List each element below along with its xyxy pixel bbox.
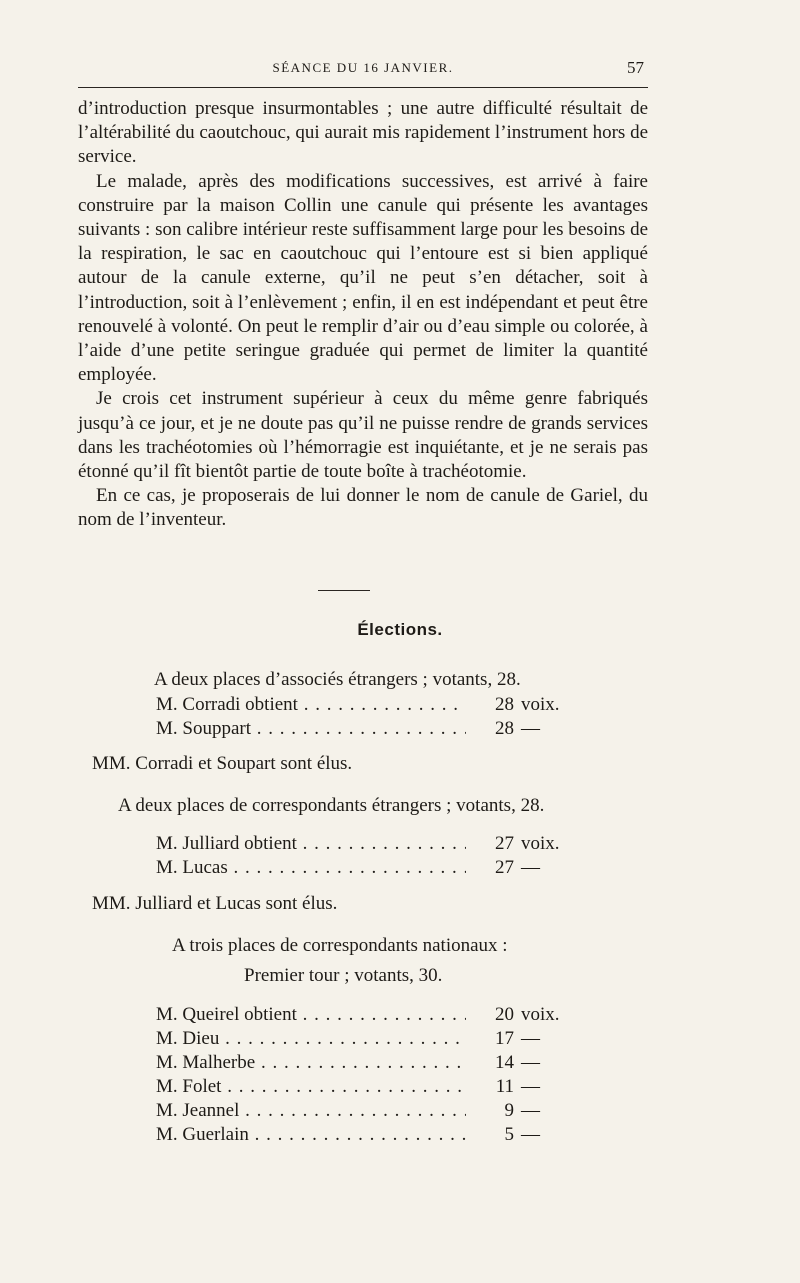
election-heading: A trois places de correspondants nationaux : <box>172 935 508 956</box>
vote-count: 17 <box>495 1028 514 1049</box>
vote-unit: voix. <box>521 694 560 715</box>
vote-count: 27 <box>495 857 514 878</box>
running-title: SÉANCE DU 16 JANVIER. <box>272 60 454 75</box>
vote-count: 9 <box>504 1100 514 1121</box>
vote-row <box>156 717 576 741</box>
election-heading: A deux places d’associés étrangers ; votants, 28. <box>154 669 521 690</box>
paragraph: En ce cas, je proposerais de lui donner le nom de canule de Gariel, du nom de l’inventeur. <box>78 485 648 531</box>
candidate-name: M. Souppart . . . <box>156 717 466 741</box>
election-result: MM. Julliard et Lucas sont élus. <box>92 893 338 914</box>
paragraph: Je crois cet instrument supérieur à ceux du même genre fabriqués jusqu’à ce jour, et je ne doute pas qu’il ne puisse rendre de grands services dans les trachéotomies où l’hémorragie est inquiétante, et je ne serais pas étonné qu’il fît bientôt partie de toute boîte à trachéotomie. <box>78 388 648 483</box>
vote-unit: — <box>521 857 540 878</box>
paragraph: d’introduction presque insurmontables ; une autre difficulté résultait de l’altérabilité du caoutchouc, qui aurait mis rapidement l’instrument hors de service. <box>78 98 648 168</box>
candidate-name: M. Dieu . . . <box>156 1027 466 1051</box>
vote-row <box>156 1075 576 1099</box>
vote-row <box>156 832 576 856</box>
vote-row <box>156 856 576 880</box>
candidate-name: M. Malherbe . . . <box>156 1051 466 1075</box>
vote-count: 20 <box>495 1004 514 1025</box>
vote-unit: — <box>521 718 540 739</box>
section-title: Élections. <box>357 620 443 639</box>
vote-count: 27 <box>495 833 514 854</box>
vote-row <box>156 693 576 717</box>
election-heading: A deux places de correspondants étrangers ; votants, 28. <box>118 795 545 816</box>
vote-count: 5 <box>504 1124 514 1145</box>
vote-unit: — <box>521 1076 540 1097</box>
vote-row <box>156 1099 576 1123</box>
vote-count: 14 <box>495 1052 514 1073</box>
vote-row <box>156 1051 576 1075</box>
vote-unit: voix. <box>521 1004 560 1025</box>
vote-unit: — <box>521 1028 540 1049</box>
header-rule <box>78 87 648 88</box>
vote-unit: voix. <box>521 833 560 854</box>
candidate-name: M. Guerlain . . . <box>156 1123 466 1147</box>
page-number: 57 <box>627 58 644 77</box>
vote-unit: — <box>521 1124 540 1145</box>
vote-row <box>156 1003 576 1027</box>
vote-unit: — <box>521 1052 540 1073</box>
body-text <box>78 97 648 533</box>
vote-unit: — <box>521 1100 540 1121</box>
election-result: MM. Corradi et Soupart sont élus. <box>92 753 353 774</box>
paragraph: Le malade, après des modifications successives, est arrivé à faire construire par la maison Collin une canule qui présente les avantages suivants : son calibre intérieur reste suffisamment large pour les besoins de la respiration, le sac en caoutchouc qui l’entoure est si bien appliqué autour de la canule externe, qu’il ne peut s’en détacher, soit à l’introduction, soit à l’enlèvement ; enfin, il en est indépendant et peut être renouvelé à volonté. On peut le remplir d’air ou d’eau simple ou colorée, à l’aide d’une petite seringue graduée qui permet de limiter la quantité employée. <box>78 170 648 386</box>
election-subheading: Premier tour ; votants, 30. <box>244 965 443 986</box>
vote-row <box>156 1123 576 1147</box>
candidate-name: M. Julliard obtient . . . <box>156 832 466 856</box>
page-header <box>78 56 648 82</box>
vote-count: 28 <box>495 694 514 715</box>
section-separator <box>318 590 370 591</box>
vote-count: 28 <box>495 718 514 739</box>
candidate-name: M. Folet . . . <box>156 1075 466 1099</box>
vote-count: 11 <box>495 1076 514 1097</box>
candidate-name: M. Corradi obtient . . . <box>156 693 466 717</box>
candidate-name: M. Queirel obtient . . . <box>156 1003 466 1027</box>
candidate-name: M. Jeannel . . . <box>156 1099 466 1123</box>
vote-row <box>156 1027 576 1051</box>
candidate-name: M. Lucas . . . <box>156 856 466 880</box>
